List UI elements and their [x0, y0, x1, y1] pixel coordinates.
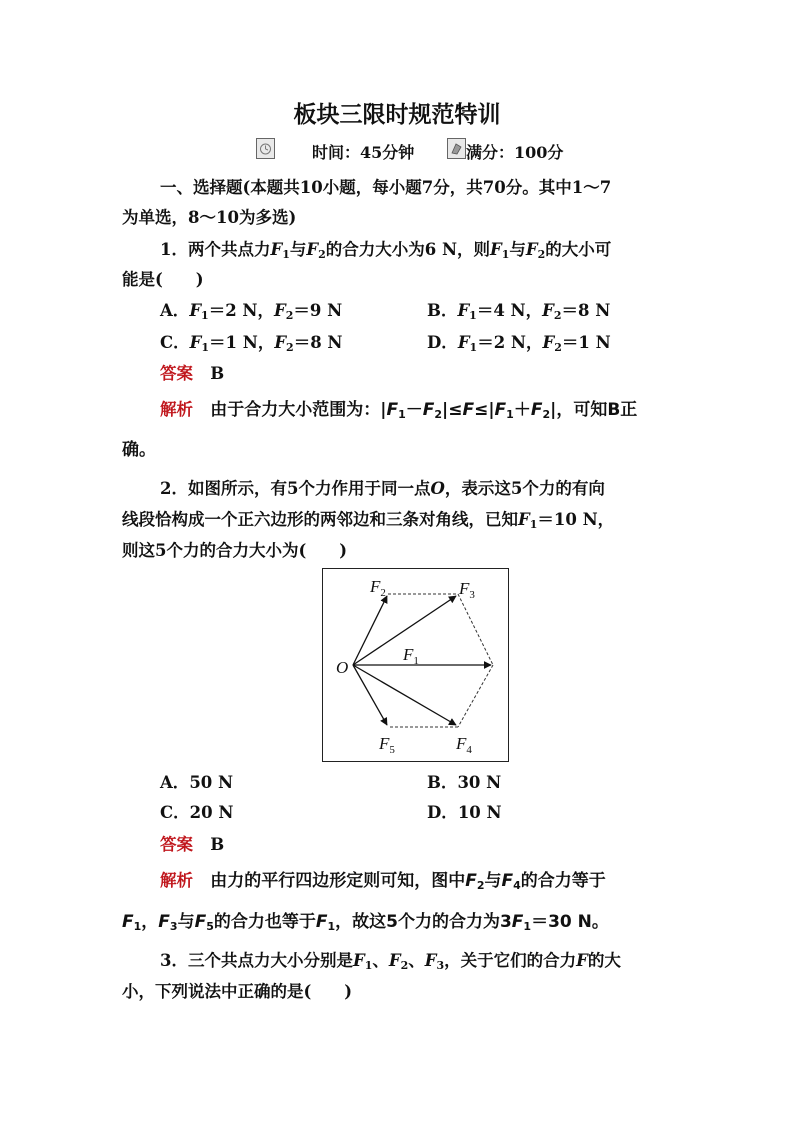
time-limit: 时间：45分钟 [312, 143, 415, 162]
q2-analysis: 解析 由力的平行四边形定则可知，图中$F_2$与$F_4$的合力等于 [160, 871, 606, 892]
clock-icon [256, 138, 275, 159]
q1-stem-line1: 1．两个共点力$F_1$与$F_2$的合力大小为6 N，则$F_1$与$F_2$的大小可 [160, 240, 612, 261]
q2-stem-line3: 则这5个力的合力大小为( ) [122, 541, 348, 560]
full-score: 满分：100分 [466, 143, 564, 162]
score-icon [447, 138, 466, 159]
q2-stem-line2: 线段恰构成一个正六边形的两邻边和三条对角线，已知$F_1=10$ N， [122, 510, 615, 531]
label-origin: O [336, 658, 349, 677]
force-arrow-f4 [353, 665, 456, 725]
analysis-label: 解析 [160, 871, 193, 890]
label-f4: $F_4$ [456, 734, 472, 756]
q2-option-a[interactable]: A．50 N [160, 773, 234, 792]
hexagon-force-figure [322, 568, 509, 762]
label-f3: $F_3$ [459, 579, 475, 601]
page-title: 板块三限时规范特训 [293, 101, 501, 128]
q2-option-b[interactable]: B．30 N [427, 773, 502, 792]
q1-option-a[interactable]: A．$F_1=2$ N，$F_2=9$ N [160, 301, 343, 322]
q1-analysis: 解析 由于合力大小范围为：$|F_1-F_2|\le F\le|F_1+F_2|$，可知B正 [160, 400, 638, 421]
q2-option-c[interactable]: C．20 N [160, 803, 234, 822]
q2-option-d[interactable]: D．10 N [427, 803, 502, 822]
q2-answer: 答案 B [160, 835, 225, 854]
answer-label: 答案 [160, 835, 193, 854]
section-heading-line2: 为单选，8～10为多选) [122, 208, 297, 227]
q1-option-c[interactable]: C．$F_1=1$ N，$F_2=8$ N [160, 333, 343, 354]
q1-analysis-end: 确。 [122, 440, 156, 460]
answer-label: 答案 [160, 364, 193, 383]
analysis-label: 解析 [160, 400, 193, 419]
q1-answer: 答案 B [160, 364, 225, 383]
q3-stem-line2: 小，下列说法中正确的是( ) [122, 982, 353, 1001]
section-heading-line1: 一、选择题(本题共10小题，每小题7分，共70分。其中1～7 [160, 178, 612, 197]
hexagon-diagram [323, 569, 508, 761]
force-arrow-f2 [353, 596, 387, 665]
q2-analysis-line2: $F_1$，$F_3$与$F_5$的合力也等于$F_1$，故这5个力的合力为$3F_1=30$ N。 [122, 912, 609, 933]
label-f2: $F_2$ [370, 577, 386, 599]
q1-option-d[interactable]: D．$F_1=2$ N，$F_2=1$ N [427, 333, 611, 354]
q1-stem-line2: 能是( ) [122, 270, 204, 289]
q2-stem-line1: 2．如图所示，有5个力作用于同一点O，表示这5个力的有向 [160, 479, 605, 498]
force-arrow-f5 [353, 665, 387, 725]
q1-option-b[interactable]: B．$F_1=4$ N，$F_2=8$ N [427, 301, 611, 322]
label-f5: $F_5$ [379, 734, 395, 756]
label-f1: $F_1$ [403, 645, 419, 667]
q3-stem-line1: 3．三个共点力大小分别是$F_1$、$F_2$、$F_3$，关于它们的合力F的大 [160, 951, 621, 972]
